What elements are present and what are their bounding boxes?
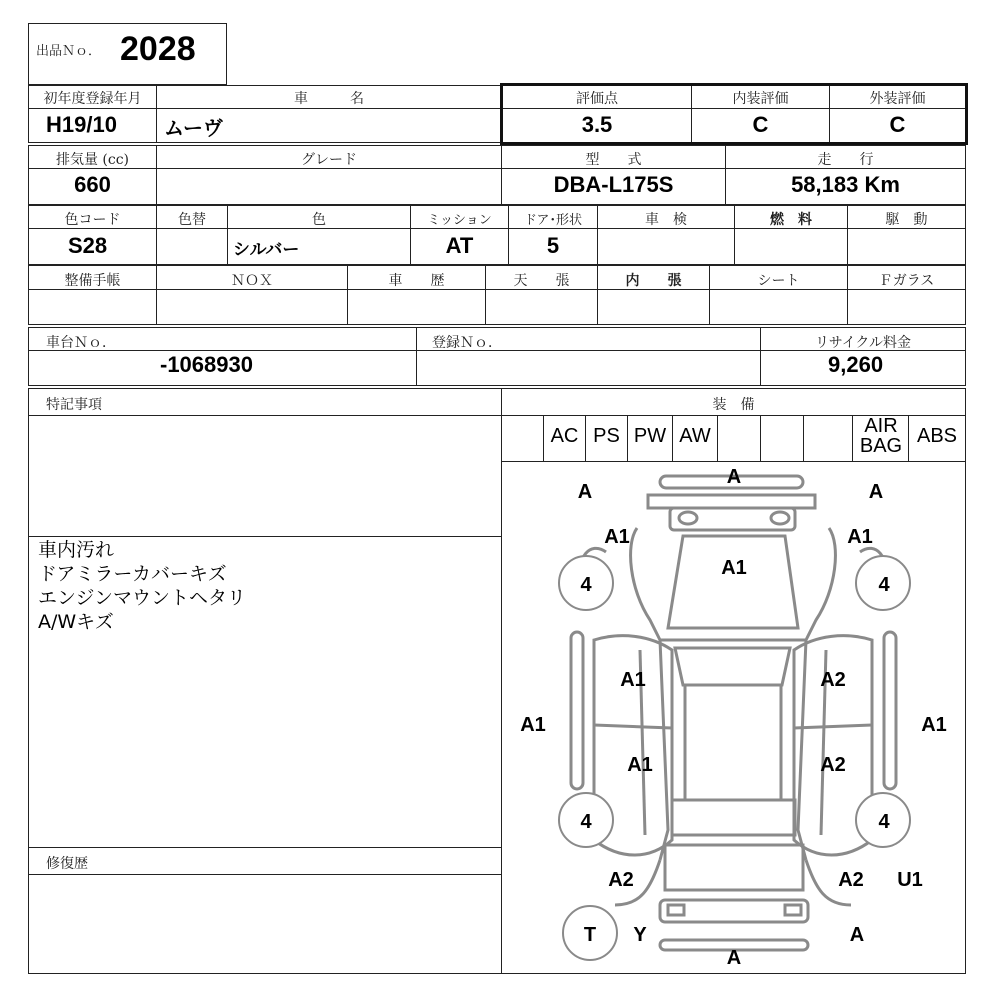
mark-spare-tire: T (583, 924, 597, 946)
first-reg-value: H19/10 (46, 112, 117, 137)
model-label: 型 式 (585, 152, 642, 168)
car-name-label: 車 名 (294, 91, 364, 107)
fuel-label: 燃 料 (770, 212, 812, 228)
mileage-value: 58,183 Km (791, 172, 900, 197)
transmission-value: AT (445, 233, 474, 258)
model-value: DBA-L175S (553, 172, 674, 197)
equip-airbag: AIR BAG (859, 415, 903, 457)
mark-right-rear-extra: U1 (897, 869, 923, 891)
mark-rear-right-corner: A (849, 924, 865, 946)
mark-left-fender: A1 (604, 526, 630, 548)
lot-number: 2028 (120, 30, 196, 68)
mark-left-quarter: A2 (608, 869, 634, 891)
inspection-label: 車 検 (645, 212, 687, 228)
mark-rear-left-tire: 4 (580, 811, 592, 833)
mark-hood: A1 (721, 557, 747, 579)
mark-right-sill: A1 (921, 714, 947, 736)
remarks-label: 特記事項 (46, 397, 102, 413)
remark-line: ドアミラーカバーキズ (38, 563, 227, 585)
glass-label: Ｆガラス (878, 273, 935, 289)
score-value: 3.5 (581, 112, 613, 137)
car-name-value: ムーヴ (164, 116, 223, 140)
mark-rear-right-tire: 4 (878, 811, 890, 833)
maintenance-label: 整備手帳 (64, 273, 121, 289)
color-label: 色 (312, 212, 326, 228)
color-code-label: 色コード (64, 212, 121, 228)
mark-front-left-tire: 4 (580, 574, 592, 596)
mark-left-rear-letter: Y (633, 924, 647, 946)
mark-left-front-door: A1 (620, 669, 646, 691)
chassis-label: 車台Ｎｏ． (46, 335, 116, 351)
interior-label: 内装評価 (732, 91, 789, 107)
lot-number-label: 出品Ｎｏ． (36, 44, 102, 59)
mark-front-left-corner: A (577, 481, 593, 503)
transmission-label: ミッション (427, 213, 492, 228)
first-reg-label: 初年度登録年月 (43, 91, 142, 107)
mark-right-quarter: A2 (838, 869, 864, 891)
doors-value: 5 (546, 233, 560, 258)
color-code-value: S28 (68, 233, 108, 258)
drive-label: 駆 動 (885, 212, 928, 228)
equipment-label: 装 備 (712, 397, 755, 413)
mark-front-right-tire: 4 (878, 574, 890, 596)
score-label: 評価点 (576, 91, 618, 107)
equip-pw: PW (633, 425, 667, 447)
recycle-label: リサイクル料金 (814, 335, 912, 351)
interior-value: C (752, 112, 769, 137)
mark-left-sill: A1 (520, 714, 546, 736)
mark-front-right-corner: A (868, 481, 884, 503)
repair-history-label: 修復歴 (46, 856, 88, 872)
remark-line: エンジンマウントヘタリ (38, 587, 247, 609)
equip-ac: AC (550, 425, 579, 447)
interior-trim-label: 内 張 (625, 273, 682, 289)
equip-abs: ABS (916, 425, 958, 447)
displacement-label: 排気量 (cc) (55, 152, 130, 168)
history-label: 車 歴 (388, 273, 445, 289)
recycle-value: 9,260 (828, 352, 884, 377)
equip-aw: AW (679, 425, 711, 447)
seat-label: シート (757, 273, 800, 289)
chassis-value: -1068930 (160, 352, 253, 377)
exterior-value: C (889, 112, 906, 137)
doors-label: ドア･形状 (523, 213, 583, 228)
mark-front-bumper: A (726, 466, 742, 488)
exterior-label: 外装評価 (869, 91, 926, 107)
displacement-value: 660 (74, 172, 111, 197)
mark-right-fender: A1 (847, 526, 873, 548)
nox-label: ＮＯＸ (231, 273, 273, 289)
roof-label: 天 張 (513, 273, 570, 289)
remark-line: A/Wキズ (38, 611, 114, 633)
registration-label: 登録Ｎｏ． (432, 335, 502, 351)
mileage-label: 走 行 (817, 152, 874, 168)
color-value: シルバー (233, 240, 300, 260)
remark-line: 車内汚れ (38, 539, 115, 561)
mark-left-rear-door: A1 (627, 754, 653, 776)
equip-ps: PS (593, 425, 620, 447)
mark-right-front-door: A2 (820, 669, 846, 691)
repaint-label: 色替 (178, 212, 206, 228)
mark-right-rear-door: A2 (820, 754, 846, 776)
grade-label: グレード (301, 152, 357, 168)
mark-rear-bumper: A (726, 947, 742, 969)
